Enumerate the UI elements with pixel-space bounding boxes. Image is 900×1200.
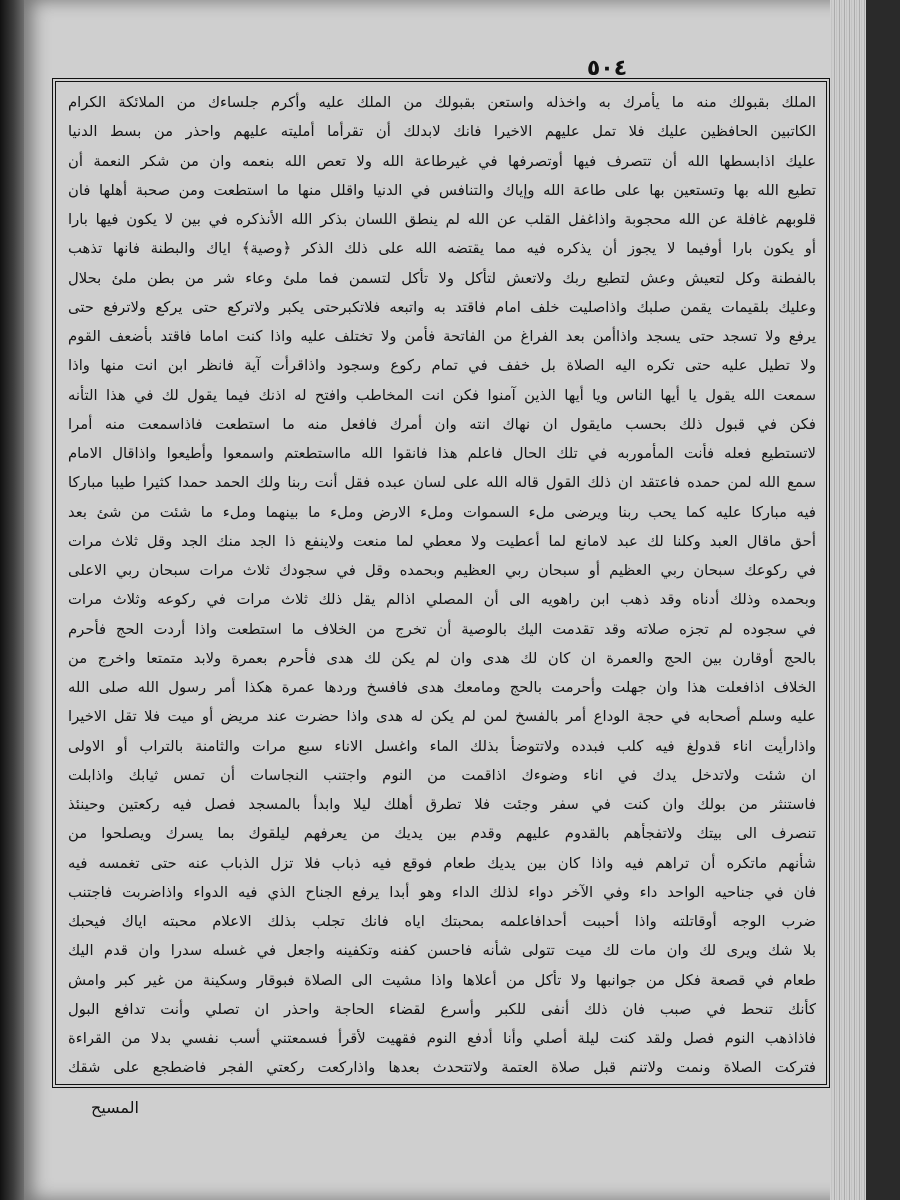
text-line: بلا شك ويرى لك وان مات لك ميت تتولى شأنه فاحسن كفنه وتكفينه واجعل في غسله سدرا وان قدم اليك <box>68 942 816 960</box>
text-line: وعليك بلقيمات يقمن صلبك واذاصليت خلف امام فاقتد به واتبعه فلاتكبرحتى يكبر ولاتركع حتى يركع ولاترفع حتى <box>68 298 816 316</box>
text-line: بالفطنة وكل لتعيش وعش لتطيع ربك ولاتعش لتأكل ولا تأكل لتسمن فما ملئ وعاء شر من بطن ملئ بحلال <box>68 269 816 287</box>
text-line: أو يكون بارا أوفيما لا يجوز أن يذكره فيه مما يقتضه الله على ذلك الذكر ﴿وصية﴾ اياك والبطنة فانها تذهب <box>68 240 816 258</box>
text-line: في ركوعك سبحان ربي العظيم أو سبحان ربي العظيم وبحمده وقل في سجودك ثلاث مرات سبحان ربي الاعلى <box>68 562 816 579</box>
text-line: الملك بقبولك منه ما يأمرك به واخذله واستعن بقبولك من الملك عليه وأكرم جلساءك من الملائكة الكرام <box>68 94 816 111</box>
text-frame <box>52 78 830 1088</box>
text-line: تطيع الله بها وتستعين بها على طاعة الله وإياك والتنافس في الدنيا واقلل منها ما استطعت ومن صحبة أهلها فان <box>68 181 816 199</box>
page-number: ٥٠٤ <box>586 56 628 81</box>
text-line: عليك اذابسطها الله أن تتصرف فيها أوتصرفها في غيرطاعة الله ولا تعص الله بنعمه وان من شكر النعمة أن <box>68 152 816 170</box>
text-line: فتركت الصلاة ونمت ولاتنم قبل صلاة العتمة ولاتتحدث بعدها واذاركعت ركعتي الفجر فاضطجع على شقك <box>68 1059 816 1077</box>
text-line: يرفع ولا تسجد حتى يسجد واذاأمن بعد الفراغ من الفاتحة فأمن ولا تختلف عليه واذا كنت اماما فاقتد بأضعف القوم <box>68 328 816 345</box>
text-line: الخلاف اذافعلت هذا وان جهلت وأحرمت بالحج ومامعك هدى فافسخ وردها عمرة هكذا أمر رسول الله صلى الله <box>68 679 816 696</box>
text-line: قلوبهم غافلة عن الله محجوبة واذاغفل القلب عن الله لم ينطق اللسان بذكر الله الأنذكره في بين لا يكون فيها بارا <box>68 211 816 228</box>
text-line: الكاتبين الحافظين عليك فلا تمل عليهم الاخيرا فانك لابدلك أن تقرأما أمليته عليهم واحذر من بسط الدنيا <box>68 123 816 141</box>
text-line: فاذاذهب النوم فصل ولقد كنت ليلة أصلي وأنا أدفع النوم فقهيت لأقرأ فسمعتني أسب نفسي بدلا من القراءة <box>68 1030 816 1047</box>
text-line: طعام في قصعة فكل من جوانبها ولا تأكل من أعلاها واذا مشيت الى الصلاة فبوقار وسكينة من غير كبر وامش <box>68 971 816 989</box>
text-line: كأنك تنحط في صبب فان ذلك أنفى للكبر وأسرع لقضاء الحاجة واحذر ان تصلي وأنت تدافع البول <box>68 1000 816 1018</box>
page-edges <box>830 0 866 1200</box>
text-line: ان شئت ولاتدخل يدك في اناء وضوءك اذاقمت من النوم واجتنب النجاسات أن تمس ثيابك واذابلت <box>68 766 816 784</box>
text-line: فان في جناحيه الواحد داء وفي الآخر دواء لذلك الداء وهو أبدا يرفع الجناح الذي فيه الدواء واذاضربت فاجتنب <box>68 883 816 901</box>
text-line: عليه وسلم أصحابه في حجة الوداع أمر بالفسخ لمن لم يكن له هدى واذا حضرت عند مريض أو ميت فلا تقل الاخيرا <box>68 708 816 726</box>
catchword: المسيح <box>91 1098 139 1117</box>
text-line: في سجوده لم تجزه صلاته وقد تقدمت اليك بالوصية أن تخرج من الخلاف ما استطعت واذا أردت الحج فأحرم <box>68 620 816 638</box>
text-line: ضرب الوجه أوقاتلته واذا أحببت أحدافاعلمه بمحبتك اياه فانك تجلب بذلك الاعلام محبته اياك فيحبك <box>68 913 816 930</box>
text-line: بالحج أوقارن بين الحج والعمرة ان كان لك هدى وان لم يكن لك هدى فأحرم بعمرة ولابد متمتعا واخرج من <box>68 649 816 667</box>
text-line: ولا تطيل عليه حتى تكره اليه الصلاة بل خفف في تمام ركوع وسجود واذاقرأت آية فانظر ابن انت منها واذا <box>68 357 816 375</box>
text-line: تنصرف الى بيتك ولاتفجأهم بالقدوم عليهم وقدم بين يديك من يعرفهم ليلقوك بما يسرك ويصلحوا من <box>68 825 816 843</box>
book-spine <box>0 0 26 1200</box>
text-line: فيه مباركا عليه كما يحب ربنا ويرضى ملء السموات وملء الارض وملء ما بينهما وملء ما شئت من شئ بعد <box>68 503 816 521</box>
text-line: سمع الله لمن حمده فاعتقد ان ذلك القول قاله الله على لسان عبده فقل أنت ربنا ولك الحمد حمدا كثيرا طيبا مباركا <box>68 474 816 492</box>
text-line: لاتستطيع فعله فأنت المأموربه في تلك الحال فاعلم هذا فانقوا الله مااستطعتم واسمعوا وأطيعوا واذاقال الامام <box>68 445 816 462</box>
text-line: شأنهم ماتكره أن تراهم فيه واذا كان بين يديك طعام فوقع فيه ذباب فلا تزل الذباب عنه حتى تغمسه فيه <box>68 854 816 872</box>
text-line: واذارأيت اناء قدولغ فيه كلب فبدده ولاتتوضأ بذلك الماء واغسل الاناء سبع مرات والثامنة بالتراب أو الاولى <box>68 737 816 755</box>
text-line <box>68 1083 816 1089</box>
text-line: أحق ماقال العبد وكلنا لك عبد لامانع لما أعطيت ولا معطي لما منعت ولاينفع ذا الجد منك الجد وقل ثلاث مرات <box>68 532 816 550</box>
text-line: سمعت الله يقول يا أيها الناس ويا أيها الذين آمنوا فكن انت المخاطب وافتح له اذنك فيما يقول لك في هذا التأنه <box>68 386 816 404</box>
text-line: فكن في قبول ذلك بحسب مايقول ان نهاك انته وان أمرك فافعل منه ما استطعت فاذاسمعت منه أمرا <box>68 415 816 433</box>
text-line: فاستنثر من بولك وان كنت في سفر وجئت فلا تطرق أهلك ليلا وابدأ بالمسجد فصل فيه ركعتين وحينئذ <box>68 796 816 813</box>
text-line: وبحمده وذلك أدناه وقد ذهب ابن راهويه الى أن المصلي اذالم يقل ذلك ثلاث مرات في ركوعه وثلاث مرات <box>68 591 816 609</box>
